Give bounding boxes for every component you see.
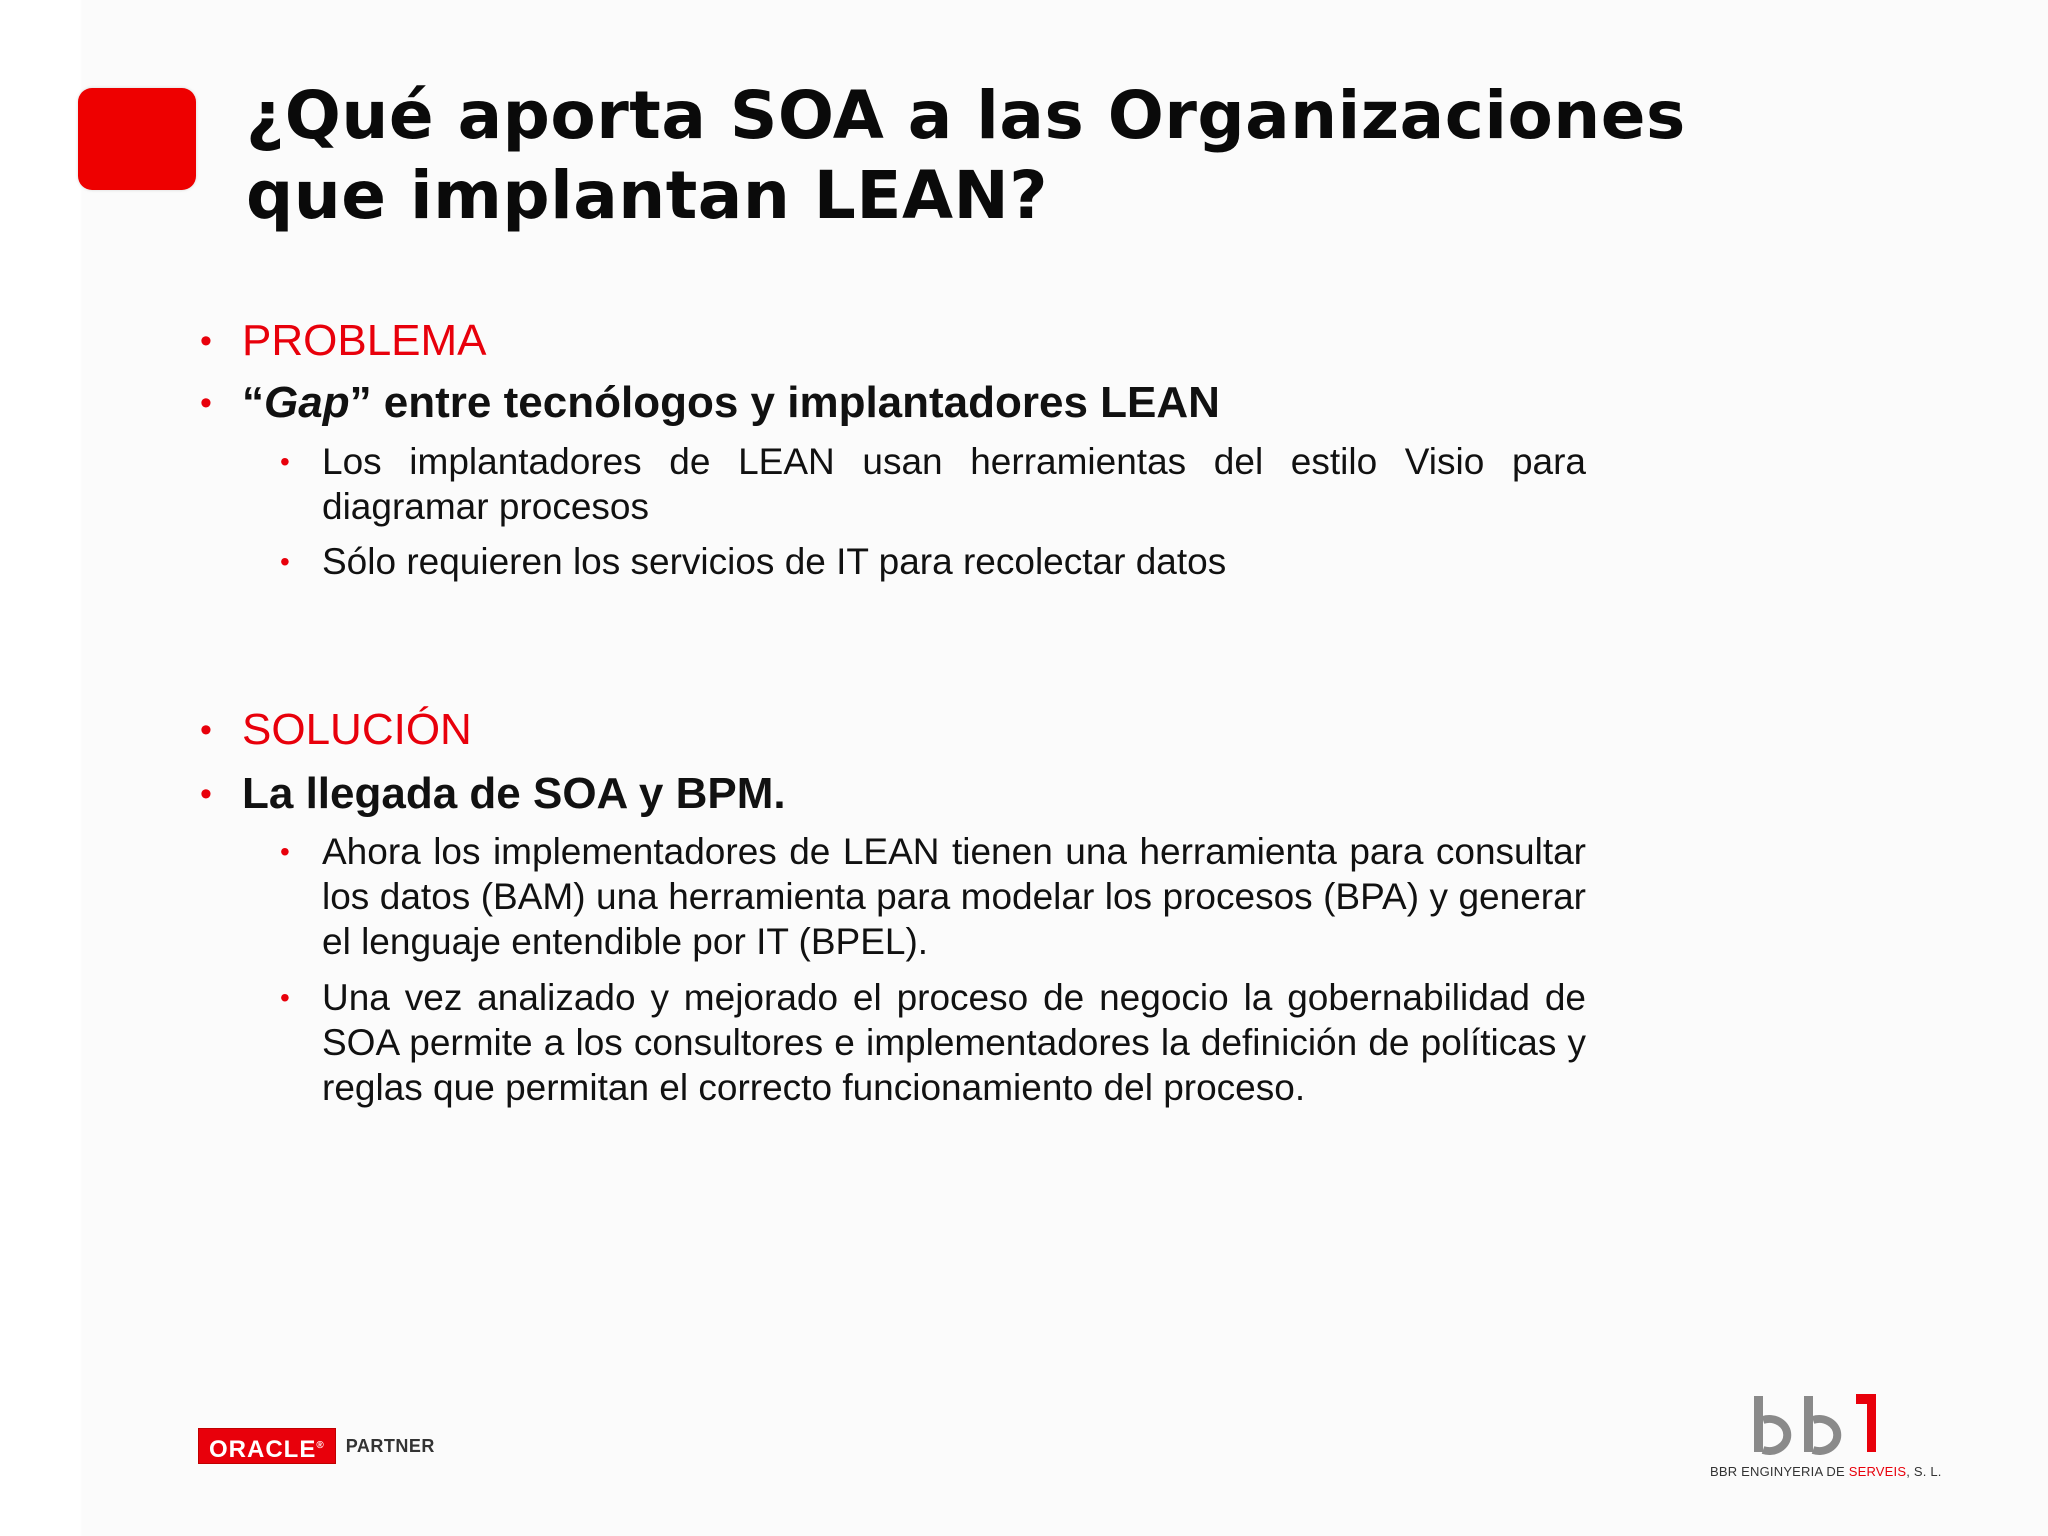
bullet-icon: •: [200, 322, 212, 360]
bullet-icon: •: [200, 711, 212, 749]
bullet-icon: •: [280, 836, 290, 867]
solution-point: [280, 975, 1586, 1110]
solution-statement: La llegada de SOA y BPM.: [242, 769, 786, 818]
solution-point: [280, 829, 1586, 964]
bullet-icon: •: [280, 982, 290, 1013]
bbr-caption: BBR ENGINYERIA DE SERVEIS, S. L.: [1710, 1464, 1942, 1479]
problem-statement-item: [200, 376, 1600, 430]
solution-heading-item: [200, 703, 1600, 757]
bullet-icon: •: [280, 446, 290, 477]
slide-title: ¿Qué aporta SOA a las Organizaciones que implantan LEAN?: [246, 77, 1686, 234]
solution-heading: SOLUCIÓN: [242, 705, 472, 754]
solution-point-text: Ahora los implementadores de LEAN tienen una herramienta para consultar los datos (BAM) una herramienta para modelar los procesos (BPA) y generar el lenguaje entendible por IT (BPEL).: [322, 831, 1586, 962]
oracle-partner-logo: [198, 1428, 435, 1464]
bbr-logo: [1708, 1392, 1948, 1492]
statement-rest: ” entre tecnólogos y implantadores LEAN: [349, 378, 1220, 427]
registered-mark: ®: [316, 1440, 325, 1451]
problem-statement: [242, 376, 1220, 430]
bullet-icon: •: [200, 384, 212, 422]
statement-open-quote: “: [242, 378, 264, 427]
problem-heading: PROBLEMA: [242, 316, 487, 365]
problem-heading-item: [200, 314, 1600, 368]
problem-point-text: Los implantadores de LEAN usan herramientas del estilo Visio para diagramar procesos: [322, 441, 1586, 527]
oracle-wordmark: ORACLE®: [198, 1428, 336, 1464]
solution-statement-item: [200, 767, 1600, 821]
problem-point: [280, 439, 1586, 529]
bbr-mark-icon: [1752, 1392, 1892, 1458]
problem-point: [280, 539, 1586, 584]
solution-point-text: Una vez analizado y mejorado el proceso de negocio la gobernabilidad de SOA permite a los consultores e implementadores la definición de políticas y reglas que permitan el correcto funcionamiento del proceso.: [322, 977, 1586, 1108]
red-square-icon: [78, 88, 196, 190]
problem-point-text: Sólo requieren los servicios de IT para recolectar datos: [322, 541, 1227, 582]
bullet-icon: •: [280, 546, 290, 577]
oracle-partner-label: PARTNER: [345, 1435, 435, 1456]
bullet-icon: •: [200, 775, 212, 813]
statement-gap-word: Gap: [264, 378, 350, 427]
